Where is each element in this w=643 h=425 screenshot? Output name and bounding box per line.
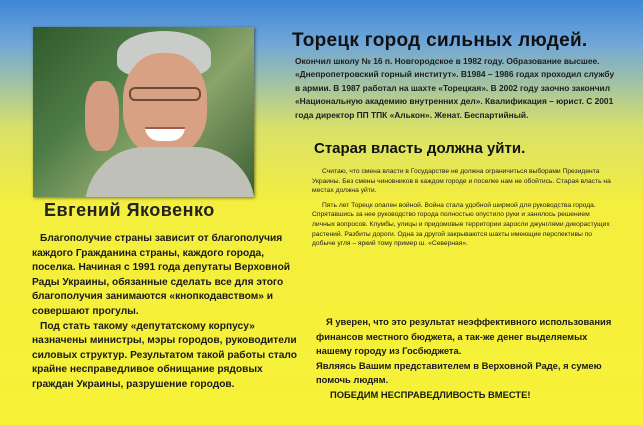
photo-shirt: [85, 147, 254, 197]
small-text-block: [312, 167, 612, 254]
subheadline: Старая власть должна уйти.: [314, 140, 526, 157]
candidate-name: Евгений Яковенко: [44, 200, 215, 220]
left-paragraph-1: Благополучие страны зависит от благополучия каждого Гражданина страны, каждого города, поселка. Начиная с 1991 года депутаты Верховной Рады Украины, обязанные сделать все для этого благополучия занимаются «кнопкодавством» и совершают прогулы.: [32, 233, 291, 317]
headline: Торецк город сильных людей.: [292, 30, 588, 51]
candidate-photo: [33, 27, 254, 197]
small-paragraph-1: Считаю, что смена власти в Государстве не должна ограничиться выборами Президента Украины. Без смены чиновников в каждом городе и поселке нам не обойтись. Старая власть на местах должна уйти.: [312, 168, 611, 195]
biography: Окончил школу № 16 п. Новгородское в 1982 году. Образование высшее. «Днепропетровский горный институт». В1984 – 1986 годах проходил службу в армии. В 1987 работал на шахте «Торецкая». В 2002 году заочно закончил «Национальную академию внутренних дел». Квалификация – юрист. С 2001 года директор ПП ТПК «Алькон». Женат. Беспартийный.: [295, 56, 615, 120]
closing-block: [316, 315, 620, 402]
closing-slogan: ПОБЕДИМ НЕСПРАВЕДЛИВОСТЬ ВМЕСТЕ!: [330, 388, 531, 400]
photo-glasses: [129, 87, 201, 101]
small-paragraph-2: Пять лет Торецк опален войной. Война стала удобной ширмой для руководства города. Спрятавшись за нее руководство города полностью опустило руки и занялось решением личных вопросов. Клумбы, улицы и придомовые территории заросли джунглями дикорастущих растений. Разбиты дороги. Одна за другой закрываются шахты имеющие перспективы по добыче угля – яркий тому пример ш. «Северная».: [312, 201, 610, 248]
closing-paragraph-2: Являясь Вашим представителем в Верховной Раде, я сумею помочь людям.: [316, 359, 602, 385]
left-column-text: [32, 232, 298, 393]
left-paragraph-2: Под стать такому «депутатскому корпусу» назначены министры, мэры городов, руководители силовых структур. Результатом такой работы стало крайне несправедливое обнищание рядовых граждан Украины, разрушение городов.: [32, 320, 297, 390]
closing-paragraph-1: Я уверен, что это результат неэффективного использования финансов местного бюджета, а так-же денег выделяемых нашему городу из Госбюджета.: [316, 316, 612, 356]
photo-hand: [85, 81, 119, 151]
